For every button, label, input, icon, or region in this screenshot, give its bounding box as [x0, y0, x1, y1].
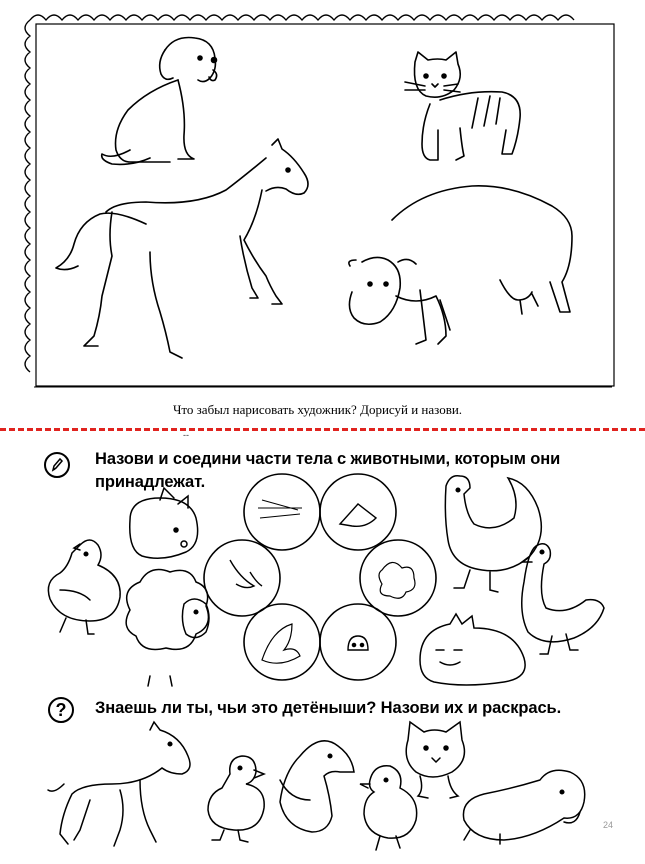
- goose-drawing: [522, 544, 604, 654]
- webbed-foot-circle: [320, 474, 396, 550]
- fleece-circle: [360, 540, 436, 616]
- horse-drawing: [56, 139, 308, 358]
- lower-illustrations: [0, 430, 645, 864]
- top-caption-text: Что забыл нарисовать художник? Дорисуй и назови.: [172, 402, 463, 417]
- sleeping-cat-drawing: [420, 614, 525, 685]
- babies-instruction: Знаешь ли ты, чьи это детёныши? Назови их и раскрась.: [95, 699, 562, 717]
- calf-drawing: [463, 770, 584, 844]
- pig-drawing: [130, 488, 198, 558]
- cat-drawing: [405, 52, 520, 160]
- foal-drawing: [48, 722, 190, 846]
- top-caption: [0, 402, 645, 418]
- comb-feathers-circle: [244, 604, 320, 680]
- inner-frame: [36, 24, 614, 386]
- whiskers-circle: [244, 474, 320, 550]
- body-part-circles: [204, 474, 436, 680]
- small-marker: --: [183, 430, 189, 440]
- duckling-drawing: [208, 756, 264, 842]
- pig-snout-circle: [320, 604, 396, 680]
- bird-feet-circle: [204, 540, 280, 616]
- drawing-frame: [0, 0, 645, 400]
- chick-drawing: [360, 766, 417, 850]
- sheep-drawing: [126, 570, 209, 686]
- kitten-drawing: [406, 722, 464, 798]
- rooster-drawing: [445, 476, 541, 592]
- cow-drawing: [349, 186, 572, 344]
- question-glyph: ?: [55, 699, 67, 720]
- puppy-drawing: [280, 741, 354, 832]
- page-number: 24: [602, 820, 613, 830]
- dog-drawing: [102, 38, 217, 165]
- hen-drawing: [48, 540, 120, 634]
- body-parts-instruction: Назови и соедини части тела с животными, которым они принадлежат.: [95, 450, 561, 491]
